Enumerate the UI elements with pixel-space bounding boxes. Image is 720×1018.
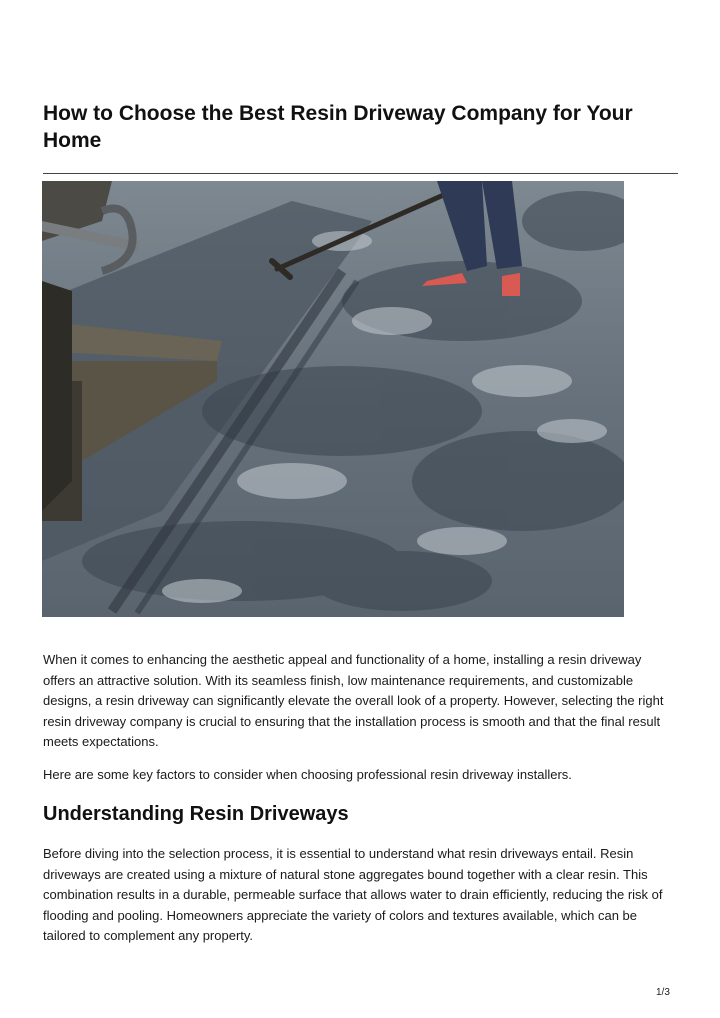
hero-image: [42, 181, 624, 617]
page-number: 1/3: [656, 987, 670, 998]
lead-in-paragraph: Here are some key factors to consider when choosing professional resin driveway installers.: [43, 767, 572, 782]
page-title: How to Choose the Best Resin Driveway Company for Your Home: [43, 102, 633, 152]
title-divider: [43, 173, 678, 174]
intro-paragraph: When it comes to enhancing the aesthetic appeal and functionality of a home, installing a resin driveway offers an attractive solution. With its seamless finish, low maintenance requirements, and customizable designs, a resin driveway can significantly elevate the overall look of a property. However, selecting the right resin driveway company is crucial to ensuring that the installation process is smooth and that the final result meets expectations.: [43, 652, 664, 749]
section-paragraph: Before diving into the selection process, it is essential to understand what resin driveways entail. Resin driveways are created using a mixture of natural stone aggregates bound together with a clear resin. This combination results in a durable, permeable surface that allows water to drain efficiently, reducing the risk of flooding and pooling. Homeowners appreciate the variety of colors and textures available, which can be tailored to complement any property.: [43, 846, 663, 943]
section-heading: Understanding Resin Driveways: [43, 803, 349, 825]
